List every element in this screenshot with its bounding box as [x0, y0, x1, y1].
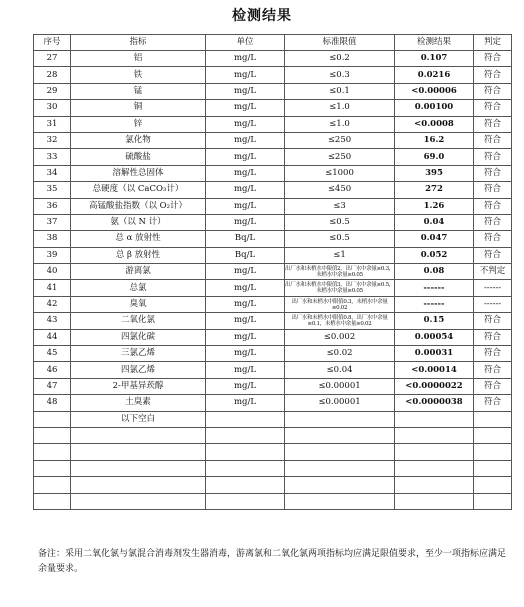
cell-item: [71, 427, 206, 443]
footnote: 备注：采用二氧化氯与氯混合消毒剂发生器消毒，游离氯和二氧化氯两项指标均应满足限值要求，至少一项指标应满足余量要求。: [38, 549, 507, 574]
header-item: 指标: [71, 35, 206, 51]
cell-item: [71, 477, 206, 493]
cell-limit: ≤0.1: [285, 83, 395, 99]
cell-verdict: 符合: [474, 214, 512, 230]
cell-unit: [206, 411, 285, 427]
cell-no: 37: [34, 214, 71, 230]
header-limit: 标准限值: [285, 35, 395, 51]
cell-verdict: 符合: [474, 362, 512, 378]
cell-unit: mg/L: [206, 395, 285, 411]
cell-no: 30: [34, 100, 71, 116]
cell-unit: mg/L: [206, 346, 285, 362]
cell-unit: mg/L: [206, 329, 285, 345]
cell-verdict: 符合: [474, 395, 512, 411]
cell-result: 0.0216: [395, 67, 474, 83]
cell-result: [395, 493, 474, 509]
cell-limit: ≤0.5: [285, 214, 395, 230]
cell-item: 游离氯: [71, 264, 206, 280]
cell-limit: 出厂水和末梢水中限值0.3，末梢水中余量≥0.02: [285, 296, 395, 312]
cell-result: [395, 427, 474, 443]
cell-result: 0.15: [395, 313, 474, 329]
cell-no: 32: [34, 132, 71, 148]
cell-item: 四氯乙烯: [71, 362, 206, 378]
cell-limit: 出厂水和末梢水中限值3，出厂水中余量≥0.5，末梢水中余量≥0.05: [285, 280, 395, 296]
cell-limit: ≤1.0: [285, 116, 395, 132]
table-row: [34, 132, 512, 148]
cell-verdict: 符合: [474, 346, 512, 362]
table-row: [34, 198, 512, 214]
cell-no: 45: [34, 346, 71, 362]
header-verdict: 判定: [474, 35, 512, 51]
table-row: [34, 362, 512, 378]
cell-item: [71, 493, 206, 509]
cell-item: [71, 460, 206, 476]
cell-item: 总 α 放射性: [71, 231, 206, 247]
cell-limit: ≤0.5: [285, 231, 395, 247]
cell-unit: mg/L: [206, 296, 285, 312]
cell-no: 42: [34, 296, 71, 312]
cell-verdict: 符合: [474, 231, 512, 247]
cell-no: 43: [34, 313, 71, 329]
cell-limit: ≤0.00001: [285, 395, 395, 411]
cell-item: 铝: [71, 51, 206, 67]
cell-limit: [285, 444, 395, 460]
cell-unit: Bq/L: [206, 231, 285, 247]
cell-result: 395: [395, 165, 474, 181]
cell-verdict: 符合: [474, 67, 512, 83]
cell-no: 38: [34, 231, 71, 247]
cell-item: 臭氧: [71, 296, 206, 312]
cell-item: 总氯: [71, 280, 206, 296]
cell-no: [34, 493, 71, 509]
cell-no: 47: [34, 378, 71, 394]
cell-item: 二氧化氯: [71, 313, 206, 329]
cell-result: <0.00006: [395, 83, 474, 99]
cell-no: 40: [34, 264, 71, 280]
cell-result: [395, 444, 474, 460]
cell-result: 0.00100: [395, 100, 474, 116]
cell-result: ------: [395, 296, 474, 312]
cell-item: 以下空白: [71, 411, 206, 427]
cell-unit: mg/L: [206, 362, 285, 378]
cell-verdict: 符合: [474, 51, 512, 67]
results-table: [33, 34, 512, 510]
cell-result: 0.08: [395, 264, 474, 280]
table-row: [34, 460, 512, 476]
cell-no: 35: [34, 182, 71, 198]
table-header-row: [34, 35, 512, 51]
header-unit: 单位: [206, 35, 285, 51]
cell-limit: ≤0.3: [285, 67, 395, 83]
cell-verdict: 符合: [474, 313, 512, 329]
table-row: [34, 329, 512, 345]
cell-unit: mg/L: [206, 214, 285, 230]
cell-item: 2-甲基异莰醇: [71, 378, 206, 394]
cell-item: 锰: [71, 83, 206, 99]
cell-verdict: 符合: [474, 100, 512, 116]
cell-limit: ≤0.02: [285, 346, 395, 362]
cell-limit: 出厂水和末梢水中限值0.8，出厂水中余量≥0.1，末梢水中余量≥0.02: [285, 313, 395, 329]
cell-limit: ≤0.00001: [285, 378, 395, 394]
cell-item: 氨（以 N 计）: [71, 214, 206, 230]
cell-unit: mg/L: [206, 198, 285, 214]
cell-no: 31: [34, 116, 71, 132]
cell-unit: mg/L: [206, 280, 285, 296]
cell-result: <0.0008: [395, 116, 474, 132]
cell-limit: ≤250: [285, 132, 395, 148]
cell-no: [34, 460, 71, 476]
table-row: [34, 346, 512, 362]
table-row: [34, 149, 512, 165]
cell-unit: mg/L: [206, 67, 285, 83]
table-row: [34, 296, 512, 312]
cell-no: 33: [34, 149, 71, 165]
cell-item: 总 β 放射性: [71, 247, 206, 263]
cell-unit: mg/L: [206, 132, 285, 148]
cell-item: 硫酸盐: [71, 149, 206, 165]
cell-limit: [285, 493, 395, 509]
cell-no: [34, 427, 71, 443]
cell-result: 0.00031: [395, 346, 474, 362]
cell-item: 铜: [71, 100, 206, 116]
cell-item: 铁: [71, 67, 206, 83]
cell-result: <0.0000022: [395, 378, 474, 394]
cell-verdict: 符合: [474, 198, 512, 214]
cell-item: 三氯乙烯: [71, 346, 206, 362]
cell-no: 27: [34, 51, 71, 67]
cell-limit: [285, 427, 395, 443]
table-row: [34, 313, 512, 329]
cell-verdict: ------: [474, 280, 512, 296]
cell-item: 高锰酸盐指数（以 O₂计）: [71, 198, 206, 214]
cell-item: 氯化物: [71, 132, 206, 148]
table-row: [34, 477, 512, 493]
table-row: [34, 395, 512, 411]
cell-verdict: 符合: [474, 149, 512, 165]
cell-result: 0.107: [395, 51, 474, 67]
cell-verdict: [474, 444, 512, 460]
cell-item: 锌: [71, 116, 206, 132]
cell-result: ------: [395, 280, 474, 296]
cell-unit: Bq/L: [206, 247, 285, 263]
cell-result: [395, 411, 474, 427]
header-result: 检测结果: [395, 35, 474, 51]
cell-verdict: 符合: [474, 132, 512, 148]
table-row: [34, 247, 512, 263]
table-row: [34, 427, 512, 443]
cell-result: 0.047: [395, 231, 474, 247]
cell-verdict: 符合: [474, 378, 512, 394]
cell-no: 28: [34, 67, 71, 83]
cell-limit: ≤1: [285, 247, 395, 263]
cell-no: [34, 444, 71, 460]
cell-unit: mg/L: [206, 182, 285, 198]
cell-result: <0.00014: [395, 362, 474, 378]
cell-limit: ≤450: [285, 182, 395, 198]
cell-limit: ≤250: [285, 149, 395, 165]
cell-no: 39: [34, 247, 71, 263]
header-no: 序号: [34, 35, 71, 51]
cell-unit: mg/L: [206, 51, 285, 67]
cell-item: 四氯化碳: [71, 329, 206, 345]
table-row: [34, 67, 512, 83]
cell-verdict: 符合: [474, 83, 512, 99]
cell-limit: ≤0.04: [285, 362, 395, 378]
cell-verdict: 符合: [474, 165, 512, 181]
cell-unit: mg/L: [206, 116, 285, 132]
cell-verdict: 符合: [474, 116, 512, 132]
table-row: [34, 51, 512, 67]
cell-verdict: [474, 460, 512, 476]
cell-result: 0.052: [395, 247, 474, 263]
cell-unit: mg/L: [206, 83, 285, 99]
cell-no: 29: [34, 83, 71, 99]
cell-result: 272: [395, 182, 474, 198]
cell-result: 16.2: [395, 132, 474, 148]
cell-result: 0.00054: [395, 329, 474, 345]
page-title: 检测结果: [232, 8, 292, 24]
cell-unit: mg/L: [206, 264, 285, 280]
cell-limit: ≤0.2: [285, 51, 395, 67]
cell-item: 总硬度（以 CaCO₃计）: [71, 182, 206, 198]
cell-no: 41: [34, 280, 71, 296]
cell-verdict: [474, 493, 512, 509]
cell-verdict: [474, 427, 512, 443]
table-row: [34, 444, 512, 460]
cell-unit: [206, 477, 285, 493]
cell-unit: mg/L: [206, 100, 285, 116]
cell-unit: mg/L: [206, 165, 285, 181]
table-row: [34, 214, 512, 230]
cell-limit: [285, 477, 395, 493]
cell-item: [71, 444, 206, 460]
cell-verdict: 符合: [474, 247, 512, 263]
cell-unit: mg/L: [206, 149, 285, 165]
cell-limit: ≤1.0: [285, 100, 395, 116]
table-row: [34, 264, 512, 280]
cell-result: 69.0: [395, 149, 474, 165]
cell-verdict: [474, 477, 512, 493]
table-body: [34, 51, 512, 510]
cell-limit: [285, 460, 395, 476]
cell-unit: [206, 493, 285, 509]
cell-item: 土臭素: [71, 395, 206, 411]
cell-verdict: 符合: [474, 329, 512, 345]
cell-limit: ≤3: [285, 198, 395, 214]
cell-no: 46: [34, 362, 71, 378]
cell-no: 44: [34, 329, 71, 345]
cell-no: 48: [34, 395, 71, 411]
cell-verdict: [474, 411, 512, 427]
cell-limit: 出厂水和末梢水中限值2，出厂水中余量≥0.3，末梢水中余量≥0.05: [285, 264, 395, 280]
cell-verdict: 不判定: [474, 264, 512, 280]
cell-limit: [285, 411, 395, 427]
cell-result: 1.26: [395, 198, 474, 214]
cell-unit: mg/L: [206, 313, 285, 329]
cell-unit: [206, 427, 285, 443]
cell-item: 溶解性总固体: [71, 165, 206, 181]
cell-result: 0.04: [395, 214, 474, 230]
cell-no: [34, 477, 71, 493]
cell-no: 36: [34, 198, 71, 214]
table-row: [34, 411, 512, 427]
cell-no: [34, 411, 71, 427]
cell-verdict: ------: [474, 296, 512, 312]
table-row: [34, 280, 512, 296]
table-row: [34, 182, 512, 198]
cell-unit: mg/L: [206, 378, 285, 394]
cell-limit: ≤1000: [285, 165, 395, 181]
cell-no: 34: [34, 165, 71, 181]
table-row: [34, 83, 512, 99]
table-row: [34, 231, 512, 247]
table-row: [34, 493, 512, 509]
cell-limit: ≤0.002: [285, 329, 395, 345]
cell-result: <0.0000038: [395, 395, 474, 411]
cell-result: [395, 460, 474, 476]
table-row: [34, 165, 512, 181]
table-row: [34, 100, 512, 116]
table-row: [34, 116, 512, 132]
cell-result: [395, 477, 474, 493]
cell-unit: [206, 444, 285, 460]
cell-unit: [206, 460, 285, 476]
table-row: [34, 378, 512, 394]
cell-verdict: 符合: [474, 182, 512, 198]
